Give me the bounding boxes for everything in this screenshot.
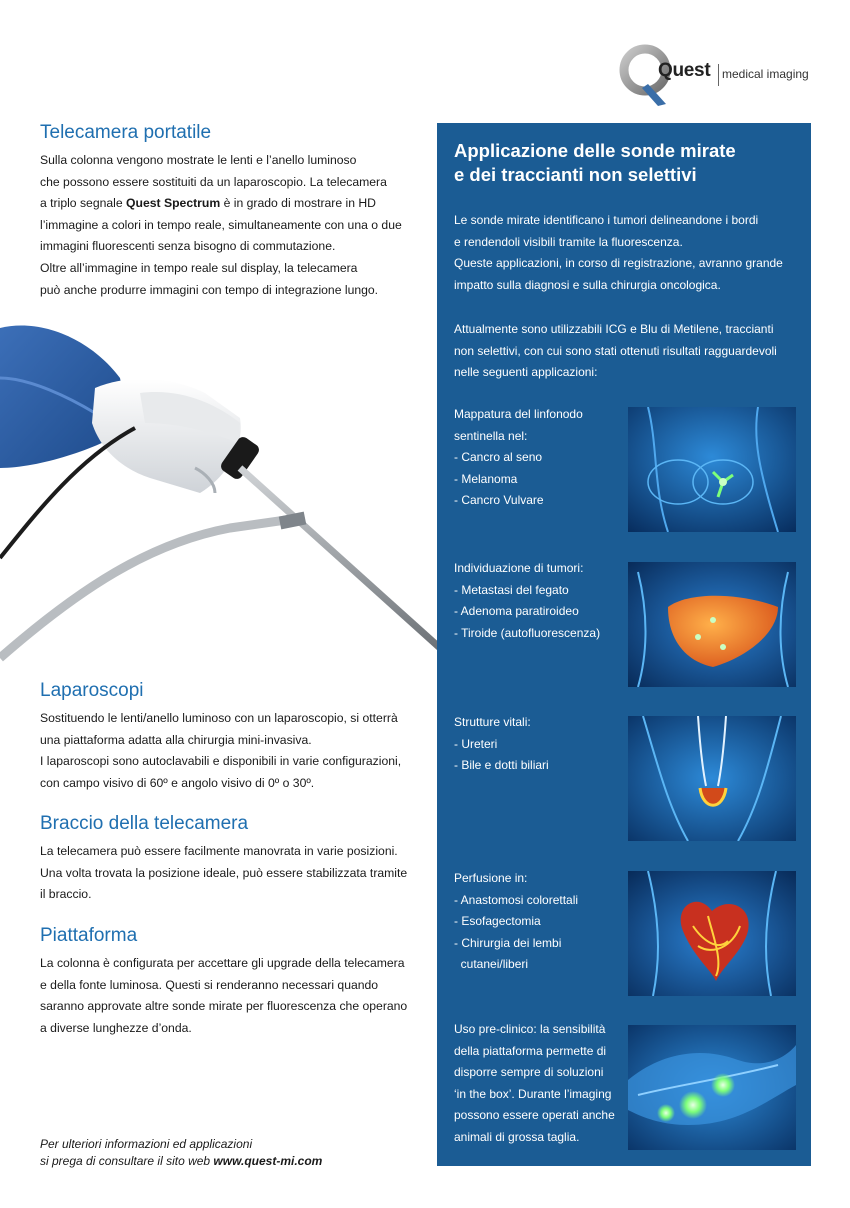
panel-title — [454, 139, 736, 187]
list-item: - Metastasi del fegato — [454, 582, 569, 597]
text-line: La colonna è configurata per accettare gli upgrade della telecamera — [40, 956, 405, 970]
text-line: impatto sulla diagnosi e sulla chirurgia oncologica. — [454, 277, 721, 292]
text-line: non selettivi, con cui sono stati ottenuti risultati ragguardevoli — [454, 343, 777, 358]
section-body — [40, 150, 425, 301]
text-line: I laparoscopi sono autoclavabili e disponibili in varie configurazioni, — [40, 754, 402, 769]
website-link[interactable]: www.quest-mi.com — [213, 1154, 323, 1168]
list-item: - Melanoma — [454, 471, 518, 486]
text-line: Una volta trovata la posizione ideale, può essere stabilizzata tramite — [40, 865, 408, 880]
text-line: e rendendoli visibili tramite la fluorescenza. — [454, 234, 683, 249]
product-name: Quest Spectrum — [126, 196, 221, 211]
text-line: Sulla colonna vengono mostrate le lenti e l’anello luminoso — [40, 153, 357, 167]
text-line: disporre sempre di soluzioni — [454, 1065, 604, 1080]
text-line: Uso pre-clinico: la sensibilità — [454, 1022, 606, 1036]
text-line: Perfusione in: — [454, 871, 528, 885]
text-line: Queste applicazioni, in corso di registrazione, avranno grande — [454, 256, 783, 271]
section-laparoscopi — [40, 680, 425, 794]
text-line: Attualmente sono utilizzabili ICG e Blu di Metilene, traccianti — [454, 322, 774, 336]
text-line: una piattaforma adatta alla chirurgia mini-invasiva. — [40, 732, 312, 747]
section-body — [40, 841, 425, 906]
text-line: sentinella nel: — [454, 428, 528, 443]
list-item: - Cancro Vulvare — [454, 493, 544, 508]
footer-text: si prega di consultare il sito web — [40, 1154, 214, 1168]
section-telecamera — [40, 122, 425, 301]
footer-line: Per ulteriori informazioni ed applicazioni — [40, 1137, 253, 1151]
section-title: Piattaforma — [40, 925, 138, 946]
text-line: e della fonte luminosa. Questi si renderanno necessari quando — [40, 977, 379, 992]
panel-intro — [454, 210, 783, 296]
text-fragment: a triplo segnale — [40, 196, 127, 211]
list-item: - Chirurgia dei lembi — [454, 935, 562, 950]
text-line: che possono essere sostituiti da un laparoscopio. La telecamera — [40, 174, 387, 189]
text-line: della piattaforma permette di — [454, 1043, 607, 1058]
applications-panel — [437, 123, 811, 1166]
logo-brand: Quest — [658, 60, 711, 81]
text-line: Strutture vitali: — [454, 715, 531, 729]
text-line — [40, 193, 425, 215]
text-line: a diverse lunghezze d’onda. — [40, 1020, 192, 1035]
heart-perfusion-image — [628, 871, 796, 996]
text-line: Mappatura del linfonodo — [454, 407, 583, 421]
text-line: può anche produrre immagini con tempo di integrazione lungo. — [40, 282, 379, 297]
text-line: Le sonde mirate identificano i tumori delineandone i bordi — [454, 213, 759, 227]
liver-metastasis-image — [628, 562, 796, 687]
breast-lymph-node-image — [628, 407, 796, 532]
list-item: cutanei/liberi — [454, 957, 529, 972]
panel-current-use — [454, 319, 777, 384]
text-line: Oltre all’immagine in tempo reale sul display, la telecamera — [40, 260, 358, 275]
text-line: immagini fluorescenti senza bisogno di commutazione. — [40, 239, 336, 254]
application-vital-structures — [454, 712, 629, 777]
application-preclinical — [454, 1019, 629, 1149]
text-line: saranno approvate altre sonde mirate per fluorescenza che operano — [40, 999, 408, 1014]
text-line: La telecamera può essere facilmente manovrata in varie posizioni. — [40, 844, 398, 858]
text-line: possono essere operati anche — [454, 1108, 615, 1123]
section-braccio — [40, 813, 425, 906]
logo-divider — [718, 64, 719, 86]
application-tumor-detection — [454, 558, 629, 644]
text-line: l’immagine a colori in tempo reale, simultaneamente con una o due — [40, 217, 402, 232]
section-title: Braccio della telecamera — [40, 813, 249, 834]
text-line: con campo visivo di 60º e angolo visivo di 0º o 30º. — [40, 775, 315, 790]
section-title: Laparoscopi — [40, 680, 144, 701]
list-item: - Esofagectomia — [454, 914, 541, 929]
list-item: - Cancro al seno — [454, 450, 543, 465]
panel-title-line: Applicazione delle sonde mirate — [454, 140, 736, 161]
text-line: il braccio. — [40, 887, 92, 902]
list-item: - Adenoma paratiroideo — [454, 604, 579, 619]
quest-logo — [618, 40, 818, 110]
ureters-image — [628, 716, 796, 841]
preclinical-animal-image — [628, 1025, 796, 1150]
list-item: - Anastomosi colorettali — [454, 892, 579, 907]
text-fragment: è in grado di mostrare in HD — [220, 196, 376, 211]
panel-title-line: e dei traccianti non selettivi — [454, 164, 697, 185]
footer-line — [40, 1153, 322, 1170]
section-body — [40, 953, 425, 1039]
text-line: nelle seguenti applicazioni: — [454, 365, 598, 380]
list-item: - Ureteri — [454, 736, 498, 751]
list-item: - Tiroide (autofluorescenza) — [454, 625, 601, 640]
section-body — [40, 708, 425, 794]
text-line: Sostituendo le lenti/anello luminoso con un laparoscopio, si otterrà — [40, 711, 398, 725]
application-perfusion — [454, 868, 629, 976]
handheld-camera-photo — [0, 318, 440, 680]
text-line: ‘in the box’. Durante l’imaging — [454, 1086, 612, 1101]
application-sentinel-node — [454, 404, 629, 512]
footer-note — [40, 1136, 322, 1170]
logo-subtitle: medical imaging — [722, 67, 809, 81]
text-line: animali di grossa taglia. — [454, 1129, 580, 1144]
section-title: Telecamera portatile — [40, 122, 212, 143]
list-item: - Bile e dotti biliari — [454, 758, 549, 773]
section-piattaforma — [40, 925, 425, 1039]
text-line: Individuazione di tumori: — [454, 561, 584, 575]
